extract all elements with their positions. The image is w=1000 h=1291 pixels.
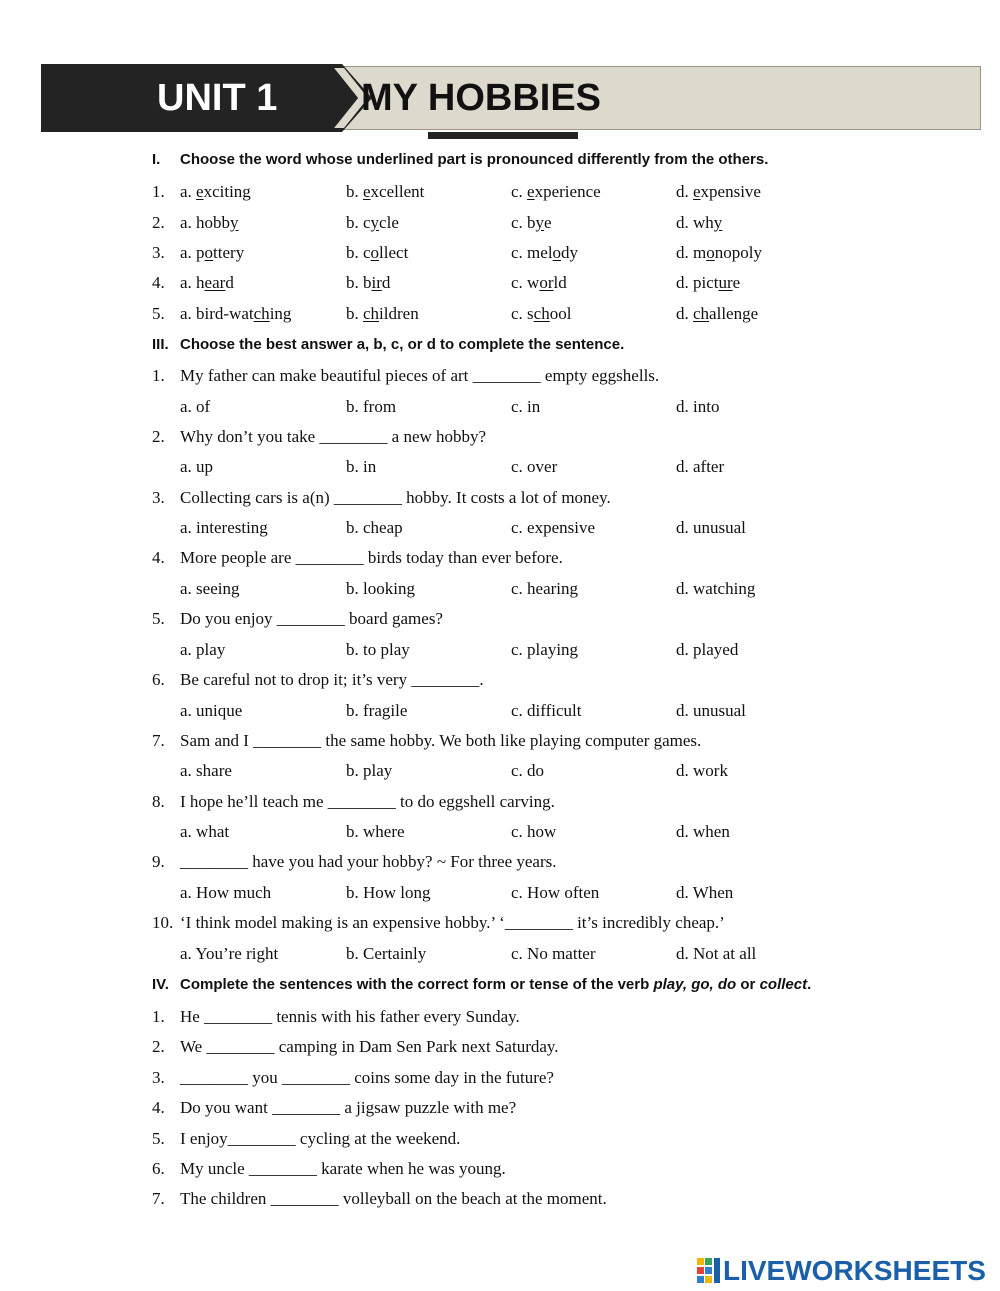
question-text: Be careful not to drop it; it’s very ________. bbox=[180, 670, 484, 689]
unit-banner bbox=[41, 64, 983, 132]
question-text: Do you want ________ a jigsaw puzzle with me? bbox=[180, 1098, 517, 1118]
question-number: 7. bbox=[152, 1189, 165, 1209]
answer-option[interactable]: b. Certainly bbox=[346, 943, 427, 963]
option-text: d bbox=[225, 273, 234, 292]
option-prefix: a. bbox=[180, 243, 197, 262]
question-number: 5. bbox=[152, 609, 165, 629]
answer-option[interactable]: a. share bbox=[180, 761, 232, 781]
option-text: h bbox=[196, 273, 205, 292]
question-row bbox=[0, 1095, 1000, 1121]
options-row bbox=[0, 515, 1000, 541]
question-number: 7. bbox=[152, 730, 165, 750]
option-prefix: d. bbox=[676, 273, 693, 292]
option-text: llect bbox=[379, 243, 409, 262]
option-text: c bbox=[363, 213, 371, 232]
underlined-sound: y bbox=[535, 213, 545, 232]
underlined-sound: o bbox=[204, 243, 214, 262]
underlined-sound: ch bbox=[363, 304, 380, 323]
question-text: Do you enjoy ________ board games? bbox=[180, 609, 443, 629]
underlined-sound: ch bbox=[693, 304, 710, 323]
question-row bbox=[0, 545, 1000, 571]
option-prefix: c. bbox=[511, 182, 528, 201]
question-row bbox=[0, 1156, 1000, 1182]
question-number: 4. bbox=[152, 273, 165, 292]
options-row bbox=[0, 698, 1000, 724]
question-number: 2. bbox=[152, 426, 165, 446]
option-text: wh bbox=[693, 213, 714, 232]
underlined-sound: o bbox=[706, 243, 715, 262]
option-text: d bbox=[381, 273, 391, 292]
option-text: ld bbox=[553, 273, 567, 292]
option-prefix: c. bbox=[511, 304, 528, 323]
question-row bbox=[0, 270, 1000, 296]
underlined-sound: o bbox=[370, 243, 380, 262]
instruction-verb: collect bbox=[759, 976, 808, 993]
question-row bbox=[0, 363, 1000, 389]
liveworksheets-logo[interactable] bbox=[697, 1254, 997, 1288]
answer-option[interactable] bbox=[180, 240, 244, 266]
answer-option[interactable]: d. unusual bbox=[676, 518, 746, 538]
question-row bbox=[0, 1065, 1000, 1091]
answer-option[interactable]: a. unique bbox=[180, 700, 243, 720]
section-instruction bbox=[180, 974, 811, 996]
section-number: I. bbox=[152, 151, 161, 168]
option-text: e bbox=[544, 213, 552, 232]
answer-option[interactable] bbox=[346, 270, 390, 296]
answer-option[interactable]: b. play bbox=[346, 761, 393, 781]
answer-option[interactable] bbox=[511, 210, 552, 236]
instruction-text: . bbox=[807, 976, 812, 993]
option-text: xcellent bbox=[370, 182, 425, 201]
brand-name: LIVEWORKSHEETS bbox=[723, 1255, 986, 1286]
logo-icon bbox=[697, 1258, 721, 1284]
option-text: b bbox=[363, 273, 372, 292]
instruction-text: or bbox=[736, 976, 760, 993]
answer-option[interactable]: c. No matter bbox=[511, 943, 596, 963]
option-prefix: b. bbox=[346, 182, 363, 201]
question-number: 3. bbox=[152, 487, 165, 507]
options-row bbox=[0, 941, 1000, 967]
question-number: 1. bbox=[152, 1007, 165, 1026]
option-text: ildren bbox=[379, 304, 419, 323]
answer-option[interactable]: b. How long bbox=[346, 882, 431, 902]
question-row bbox=[0, 910, 1000, 936]
option-text: pict bbox=[693, 273, 719, 292]
question-row bbox=[0, 1126, 1000, 1152]
answer-option[interactable]: b. to play bbox=[346, 639, 410, 659]
question-row bbox=[0, 240, 1000, 266]
options-row bbox=[0, 454, 1000, 480]
banner-tab bbox=[428, 132, 578, 139]
question-text: My uncle ________ karate when he was young. bbox=[180, 1159, 506, 1178]
option-prefix: a. bbox=[180, 182, 197, 201]
answer-option[interactable] bbox=[180, 210, 239, 236]
question-row bbox=[0, 485, 1000, 511]
option-text: w bbox=[527, 273, 540, 292]
answer-option[interactable] bbox=[346, 301, 419, 327]
answer-option[interactable]: d. when bbox=[676, 822, 730, 842]
answer-option[interactable]: c. expensive bbox=[511, 518, 596, 538]
options-row bbox=[0, 819, 1000, 845]
option-text: c bbox=[363, 243, 371, 262]
options-row bbox=[0, 576, 1000, 602]
question-number: 6. bbox=[152, 670, 165, 689]
option-prefix: b. bbox=[346, 304, 363, 323]
section-instruction: Choose the word whose underlined part is pronounced differently from the others. bbox=[180, 151, 769, 168]
underlined-sound: e bbox=[196, 182, 204, 201]
option-prefix: a. bbox=[180, 213, 197, 232]
options-row bbox=[0, 758, 1000, 784]
question-row bbox=[0, 1034, 1000, 1060]
answer-option[interactable]: b. where bbox=[346, 822, 405, 842]
option-text: ing bbox=[269, 304, 292, 323]
underlined-sound: e bbox=[527, 182, 535, 201]
answer-option[interactable]: b. looking bbox=[346, 578, 415, 598]
question-text: ________ you ________ coins some day in the future? bbox=[180, 1067, 554, 1087]
option-text: p bbox=[196, 243, 205, 262]
option-text: hobb bbox=[196, 213, 231, 232]
option-text: xperience bbox=[534, 182, 601, 201]
answer-option[interactable] bbox=[346, 240, 408, 266]
underlined-sound: y bbox=[230, 213, 239, 232]
section-number: III. bbox=[152, 336, 169, 353]
option-text: s bbox=[527, 304, 534, 323]
answer-option[interactable] bbox=[676, 270, 740, 296]
option-prefix: c. bbox=[511, 273, 528, 292]
question-number: 5. bbox=[152, 304, 165, 323]
underlined-sound: y bbox=[370, 213, 380, 232]
answer-option[interactable]: a. play bbox=[180, 639, 226, 659]
answer-option[interactable]: d. unusual bbox=[676, 700, 746, 720]
options-row bbox=[0, 637, 1000, 663]
option-text: nopoly bbox=[714, 243, 762, 262]
unit-number: UNIT 1 bbox=[157, 77, 278, 119]
question-text: We ________ camping in Dam Sen Park next Saturday. bbox=[180, 1037, 559, 1057]
question-row bbox=[0, 789, 1000, 815]
answer-option[interactable]: d. into bbox=[676, 396, 720, 416]
answer-option[interactable]: d. Not at all bbox=[676, 943, 757, 963]
answer-option[interactable]: d. work bbox=[676, 761, 728, 781]
options-row bbox=[0, 880, 1000, 906]
question-number: 8. bbox=[152, 791, 165, 811]
answer-option[interactable]: d. When bbox=[676, 882, 734, 902]
question-text: My father can make beautiful pieces of art ________ empty eggshells. bbox=[180, 366, 660, 385]
question-number: 10. bbox=[152, 913, 174, 933]
underlined-sound: ur bbox=[718, 273, 733, 292]
option-text: cle bbox=[379, 213, 399, 232]
unit-title: MY HOBBIES bbox=[361, 77, 602, 119]
question-number: 1. bbox=[152, 182, 165, 201]
question-text: ________ have you had your hobby? ~ For three years. bbox=[180, 852, 557, 872]
question-text: Sam and I ________ the same hobby. We both like playing computer games. bbox=[180, 730, 702, 750]
question-row bbox=[0, 1186, 1000, 1212]
question-number: 3. bbox=[152, 1067, 165, 1087]
option-text: m bbox=[693, 243, 707, 262]
answer-option[interactable]: a. interesting bbox=[180, 518, 268, 538]
section-instruction: Choose the best answer a, b, c, or d to complete the sentence. bbox=[180, 336, 625, 353]
answer-option[interactable]: a. You’re right bbox=[180, 943, 279, 963]
answer-option[interactable] bbox=[676, 210, 722, 236]
answer-option[interactable]: c. playing bbox=[511, 639, 579, 659]
question-number: 3. bbox=[152, 243, 165, 262]
underlined-sound: ear bbox=[204, 273, 226, 292]
question-number: 6. bbox=[152, 1159, 165, 1178]
question-number: 9. bbox=[152, 852, 165, 872]
option-text: allenge bbox=[709, 304, 759, 323]
answer-option[interactable] bbox=[511, 179, 601, 205]
answer-option[interactable]: a. seeing bbox=[180, 578, 240, 598]
answer-option[interactable] bbox=[180, 301, 291, 327]
answer-option[interactable] bbox=[511, 240, 578, 266]
answer-option[interactable] bbox=[676, 301, 758, 327]
answer-option[interactable] bbox=[346, 179, 424, 205]
underlined-sound: or bbox=[539, 273, 554, 292]
question-text: Why don’t you take ________ a new hobby? bbox=[180, 426, 487, 446]
answer-option[interactable]: a. of bbox=[180, 396, 211, 416]
question-row bbox=[0, 606, 1000, 632]
option-text: ool bbox=[549, 304, 572, 323]
option-prefix: b. bbox=[346, 273, 363, 292]
question-row bbox=[0, 210, 1000, 236]
answer-option[interactable] bbox=[346, 210, 399, 236]
answer-option[interactable] bbox=[511, 270, 567, 296]
underlined-sound: ch bbox=[253, 304, 270, 323]
option-text: bird-wat bbox=[196, 304, 254, 323]
answer-option[interactable] bbox=[511, 301, 571, 327]
question-text: He ________ tennis with his father every Sunday. bbox=[180, 1007, 520, 1026]
option-prefix: a. bbox=[180, 304, 197, 323]
underlined-sound: e bbox=[363, 182, 371, 201]
question-row bbox=[0, 424, 1000, 450]
question-row bbox=[0, 728, 1000, 754]
answer-option[interactable] bbox=[180, 179, 251, 205]
option-text: mel bbox=[527, 243, 553, 262]
answer-option[interactable]: c. How often bbox=[511, 882, 600, 902]
question-text: Collecting cars is a(n) ________ hobby. It costs a lot of money. bbox=[180, 487, 611, 507]
answer-option[interactable]: c. do bbox=[511, 761, 545, 781]
option-text: dy bbox=[561, 243, 579, 262]
answer-option[interactable]: c. how bbox=[511, 822, 557, 842]
question-number: 2. bbox=[152, 1037, 165, 1057]
answer-option[interactable]: b. in bbox=[346, 457, 377, 477]
answer-option[interactable]: b. from bbox=[346, 396, 397, 416]
answer-option[interactable]: d. played bbox=[676, 639, 739, 659]
question-row bbox=[0, 179, 1000, 205]
option-text: xpensive bbox=[700, 182, 761, 201]
question-number: 2. bbox=[152, 213, 165, 232]
answer-option[interactable]: c. over bbox=[511, 457, 558, 477]
question-number: 1. bbox=[152, 366, 165, 385]
answer-option[interactable]: a. what bbox=[180, 822, 230, 842]
underlined-sound: ir bbox=[371, 273, 382, 292]
instruction-verbs: play, go, do bbox=[653, 976, 737, 993]
answer-option[interactable] bbox=[676, 179, 761, 205]
question-text: I hope he’ll teach me ________ to do eggshell carving. bbox=[180, 791, 555, 811]
answer-option[interactable]: b. fragile bbox=[346, 700, 408, 720]
option-prefix: d. bbox=[676, 304, 693, 323]
option-text: b bbox=[527, 213, 536, 232]
question-row bbox=[0, 301, 1000, 327]
question-text: The children ________ volleyball on the beach at the moment. bbox=[180, 1189, 607, 1209]
option-prefix: c. bbox=[511, 213, 528, 232]
answer-option[interactable] bbox=[180, 270, 234, 296]
options-row bbox=[0, 394, 1000, 420]
answer-option[interactable]: c. in bbox=[511, 396, 541, 416]
underlined-sound: e bbox=[693, 182, 701, 201]
question-number: 5. bbox=[152, 1128, 165, 1148]
question-text: ‘I think model making is an expensive hobby.’ ‘________ it’s incredibly cheap.’ bbox=[180, 913, 725, 933]
answer-option[interactable]: b. cheap bbox=[346, 518, 403, 538]
question-row bbox=[0, 1004, 1000, 1030]
underlined-sound: ch bbox=[533, 304, 550, 323]
question-row bbox=[0, 667, 1000, 693]
answer-option[interactable]: c. difficult bbox=[511, 700, 582, 720]
option-text: e bbox=[732, 273, 741, 292]
option-prefix: d. bbox=[676, 243, 693, 262]
option-prefix: d. bbox=[676, 213, 693, 232]
question-number: 4. bbox=[152, 548, 165, 568]
option-text: ttery bbox=[213, 243, 245, 262]
answer-option[interactable]: a. How much bbox=[180, 882, 272, 902]
answer-option[interactable]: d. watching bbox=[676, 578, 756, 598]
question-row bbox=[0, 849, 1000, 875]
answer-option[interactable]: c. hearing bbox=[511, 578, 579, 598]
answer-option[interactable]: d. after bbox=[676, 457, 725, 477]
question-number: 4. bbox=[152, 1098, 165, 1118]
underlined-sound: o bbox=[552, 243, 562, 262]
option-prefix: b. bbox=[346, 213, 363, 232]
answer-option[interactable]: a. up bbox=[180, 457, 214, 477]
question-text: More people are ________ birds today than ever before. bbox=[180, 548, 563, 568]
underlined-sound: y bbox=[713, 213, 723, 232]
option-prefix: a. bbox=[180, 273, 197, 292]
answer-option[interactable] bbox=[676, 240, 762, 266]
option-prefix: c. bbox=[511, 243, 528, 262]
option-prefix: d. bbox=[676, 182, 693, 201]
section-number: IV. bbox=[152, 976, 169, 993]
option-prefix: b. bbox=[346, 243, 363, 262]
option-text: xciting bbox=[203, 182, 251, 201]
question-text: I enjoy________ cycling at the weekend. bbox=[180, 1128, 461, 1148]
instruction-text: Complete the sentences with the correct form or tense of the verb bbox=[180, 976, 654, 993]
